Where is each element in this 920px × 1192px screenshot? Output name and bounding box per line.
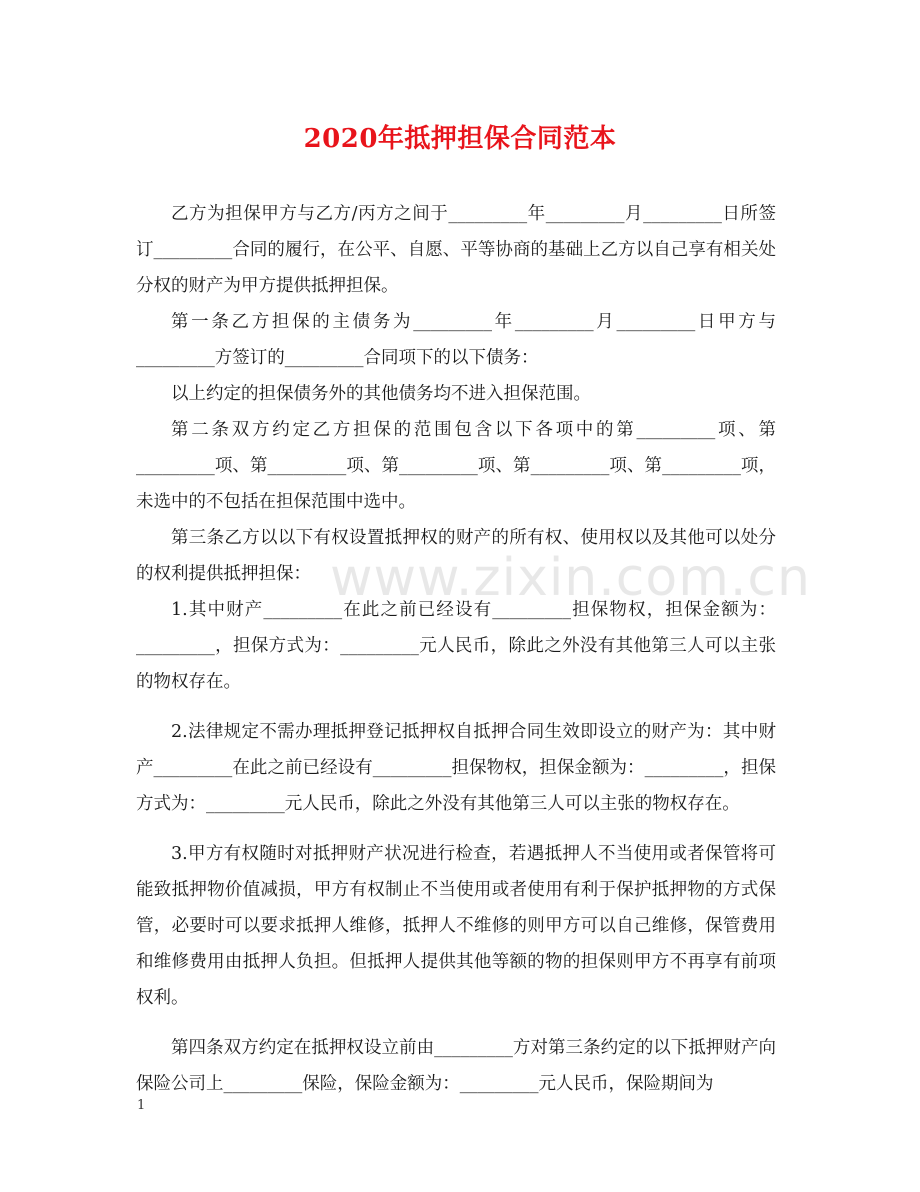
page-number: 1	[137, 1098, 146, 1113]
paragraph-item-1: 1.其中财产_________在此之前已经设有_________担保物权，担保金额为：_________，担保方式为：_________元人民币，除此之外没有其他第三人可以主张的物权存在。	[136, 600, 776, 692]
paragraph-article-2: 第二条双方约定乙方担保的范围包含以下各项中的第_________项、第_________项、第_________项、第_________项、第_________项、第_________项，未选中的不包括在担保范围中选中。	[136, 420, 776, 512]
paragraph-article-3: 第三条乙方以以下有权设置抵押权的财产的所有权、使用权以及其他可以处分的权利提供抵押担保：	[136, 528, 776, 584]
paragraph-scope-note: 以上约定的担保债务外的其他债务均不进入担保范围。	[171, 384, 591, 404]
paragraph-article-4: 第四条双方约定在抵押权设立前由_________方对第三条约定的以下抵押财产向保险公司上_________保险，保险金额为：_________元人民币，保险期间为	[136, 1038, 776, 1094]
document-title: 2020年抵押担保合同范本	[303, 124, 617, 154]
document-body	[136, 196, 776, 1102]
watermark: www.zixin.com.cn	[330, 548, 811, 608]
paragraph-intro: 乙方为担保甲方与乙方/丙方之间于_________年_________月_________日所签订_________合同的履行，在公平、自愿、平等协商的基础上乙方以自己享有相关处分权的财产为甲方提供抵押担保。	[136, 204, 776, 296]
paragraph-item-3: 3.甲方有权随时对抵押财产状况进行检查，若遇抵押人不当使用或者保管将可能致抵押物价值减损，甲方有权制止不当使用或者使用有利于保护抵押物的方式保管，必要时可以要求抵押人维修，抵押人不维修的则甲方可以自己维修，保管费用和维修费用由抵押人负担。但抵押人提供其他等额的物的担保则甲方不再享有前项权利。	[136, 844, 776, 1008]
paragraph-article-1: 第一条乙方担保的主债务为_________年_________月_________日甲方与_________方签订的_________合同项下的以下债务：	[136, 312, 776, 368]
paragraph-item-2: 2.法律规定不需办理抵押登记抵押权自抵押合同生效即设立的财产为：其中财产_________在此之前已经设有_________担保物权，担保金额为：_________，担保方式为：_________元人民币，除此之外没有其他第三人可以主张的物权存在。	[136, 722, 776, 814]
